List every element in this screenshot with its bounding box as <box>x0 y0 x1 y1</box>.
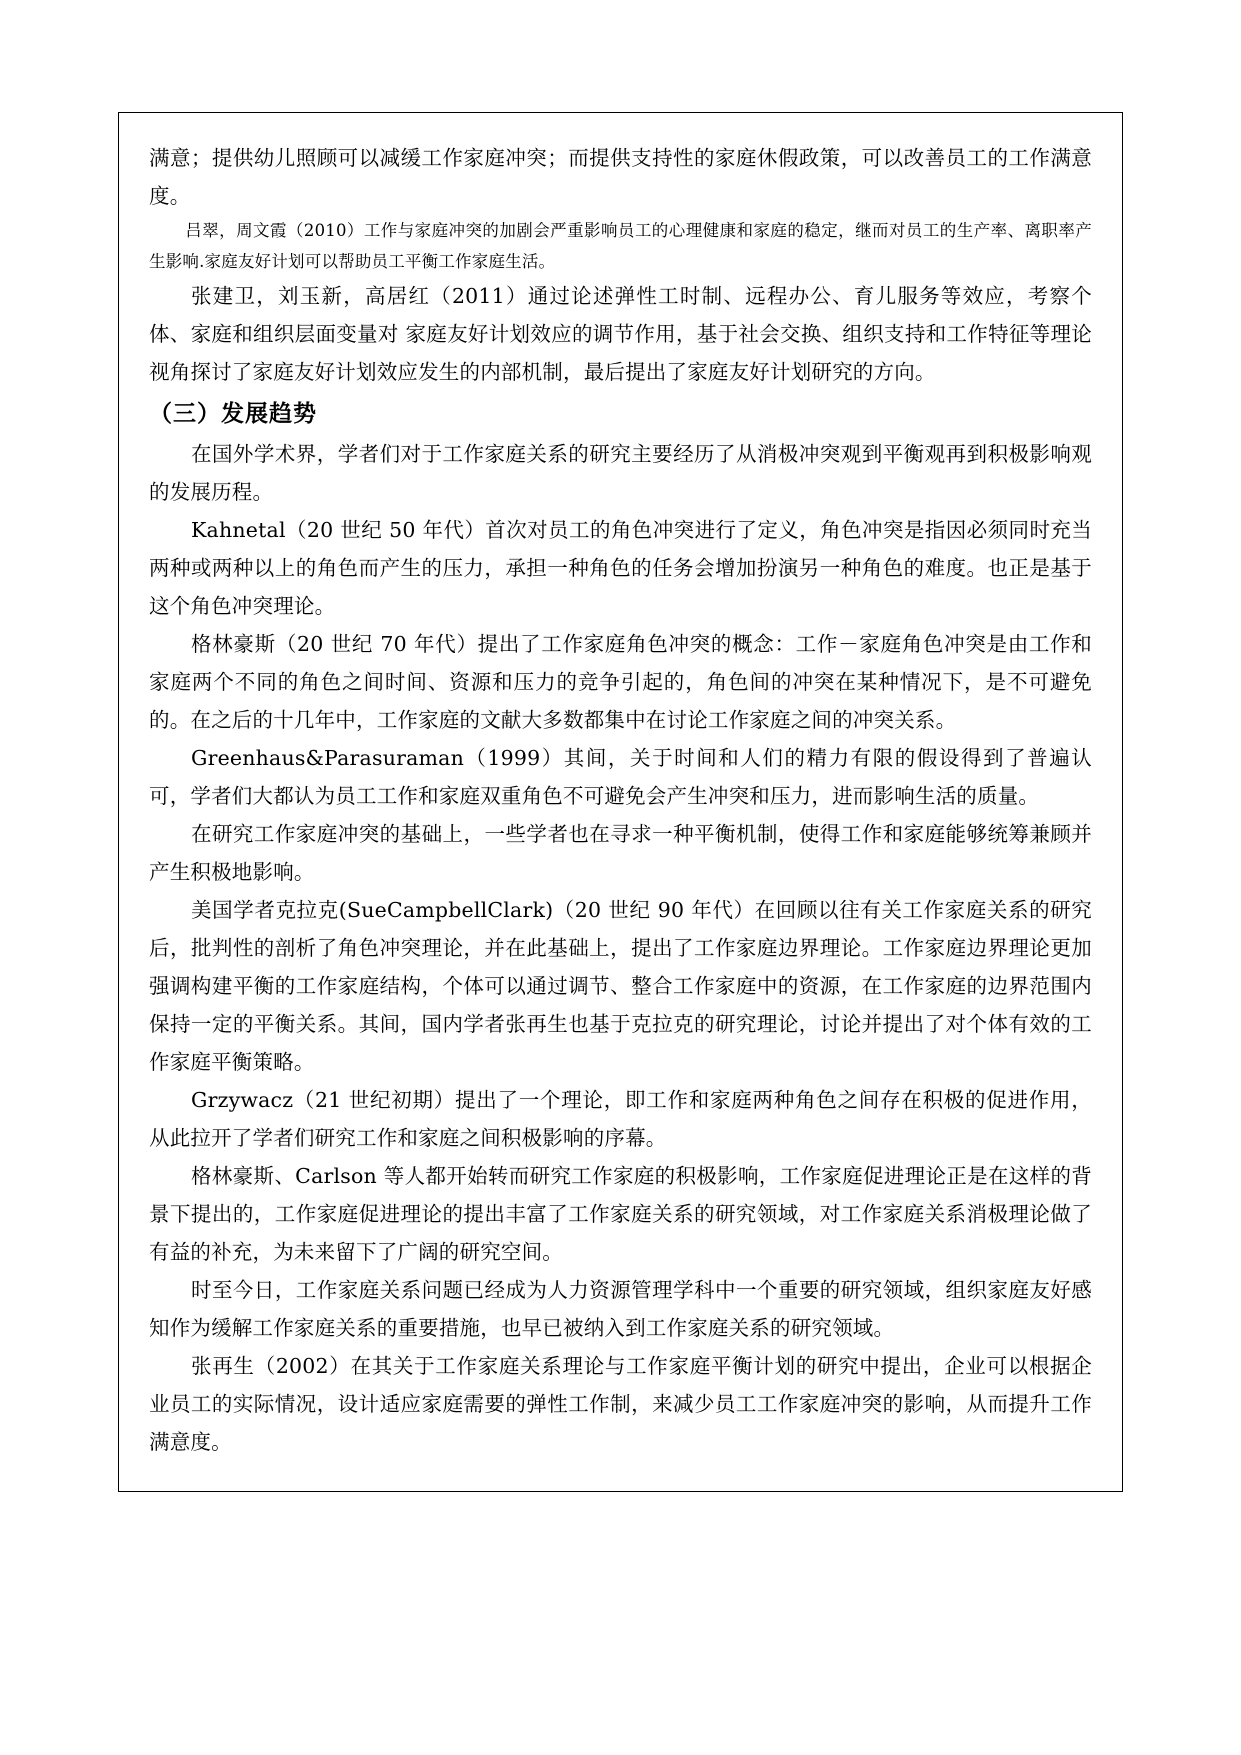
paragraph-grzywacz: Grzywacz（21 世纪初期）提出了一个理论，即工作和家庭两种角色之间存在积极的促进作用，从此拉开了学者们研究工作和家庭之间积极影响的序幕。 <box>149 1088 1092 1150</box>
document-text-frame <box>118 112 1123 1492</box>
paragraph-abroad-academia: 在国外学术界，学者们对于工作家庭关系的研究主要经历了从消极冲突观到平衡观再到积极影响观的发展历程。 <box>149 442 1092 504</box>
paragraph-carlson: 格林豪斯、Carlson 等人都开始转而研究工作家庭的积极影响，工作家庭促进理论正是在这样的背景下提出的，工作家庭促进理论的提出丰富了工作家庭关系的研究领域，对工作家庭关系消极理论做了有益的补充，为未来留下了广阔的研究空间。 <box>149 1164 1092 1264</box>
paragraph-clark-border-theory: 美国学者克拉克(SueCampbellClark)（20 世纪 90 年代）在回顾以往有关工作家庭关系的研究后，批判性的剖析了角色冲突理论，并在此基础上，提出了工作家庭边界理论。工作家庭边界理论更加强调构建平衡的工作家庭结构，个体可以通过调节、整合工作家庭中的资源，在工作家庭的边界范围内保持一定的平衡关系。其间，国内学者张再生也基于克拉克的研究理论，讨论并提出了对个体有效的工作家庭平衡策略。 <box>149 898 1092 1074</box>
paragraph-greenhaus-parasuraman: Greenhaus&Parasuraman（1999）其间，关于时间和人们的精力有限的假设得到了普遍认可，学者们大都认为员工工作和家庭双重角色不可避免会产生冲突和压力，进而影响生活的质量。 <box>149 746 1092 808</box>
paragraph-continued: 满意；提供幼儿照顾可以减缓工作家庭冲突；而提供支持性的家庭休假政策，可以改善员工的工作满意度。 <box>149 146 1092 208</box>
heading-development-trend: （三）发展趋势 <box>149 400 317 427</box>
paragraph-today: 时至今日，工作家庭关系问题已经成为人力资源管理学科中一个重要的研究领域，组织家庭友好感知作为缓解工作家庭关系的重要措施，也早已被纳入到工作家庭关系的研究领域。 <box>149 1278 1092 1340</box>
paragraph-kahnetal: Kahnetal（20 世纪 50 年代）首次对员工的角色冲突进行了定义，角色冲突是指因必须同时充当两种或两种以上的角色而产生的压力，承担一种角色的任务会增加扮演另一种角色的难度。也正是基于这个角色冲突理论。 <box>149 518 1092 618</box>
paragraph-zhang-zaisheng: 张再生（2002）在其关于工作家庭关系理论与工作家庭平衡计划的研究中提出，企业可以根据企业员工的实际情况，设计适应家庭需要的弹性工作制，来减少员工工作家庭冲突的影响，从而提升工作满意度。 <box>149 1354 1092 1454</box>
paragraph-balance-mechanism: 在研究工作家庭冲突的基础上，一些学者也在寻求一种平衡机制，使得工作和家庭能够统筹兼顾并产生积极地影响。 <box>149 822 1092 884</box>
paragraph-zhang-jianwei: 张建卫，刘玉新，高居红（2011）通过论述弹性工时制、远程办公、育儿服务等效应，考察个体、家庭和组织层面变量对 家庭友好计划效应的调节作用，基于社会交换、组织支持和工作特征等理论视角探讨了家庭友好计划效应发生的内部机制，最后提出了家庭友好计划研究的方向。 <box>149 284 1092 384</box>
paragraph-lv-cui: 吕翠，周文霞（2010）工作与家庭冲突的加剧会严重影响员工的心理健康和家庭的稳定，继而对员工的生产率、离职率产生影响.家庭友好计划可以帮助员工平衡工作家庭生活。 <box>149 221 1092 271</box>
paragraph-greenhaus-1970s: 格林豪斯（20 世纪 70 年代）提出了工作家庭角色冲突的概念：工作－家庭角色冲突是由工作和家庭两个不同的角色之间时间、资源和压力的竞争引起的，角色间的冲突在某种情况下，是不可避免的。在之后的十几年中，工作家庭的文献大多数都集中在讨论工作家庭之间的冲突关系。 <box>149 632 1092 732</box>
